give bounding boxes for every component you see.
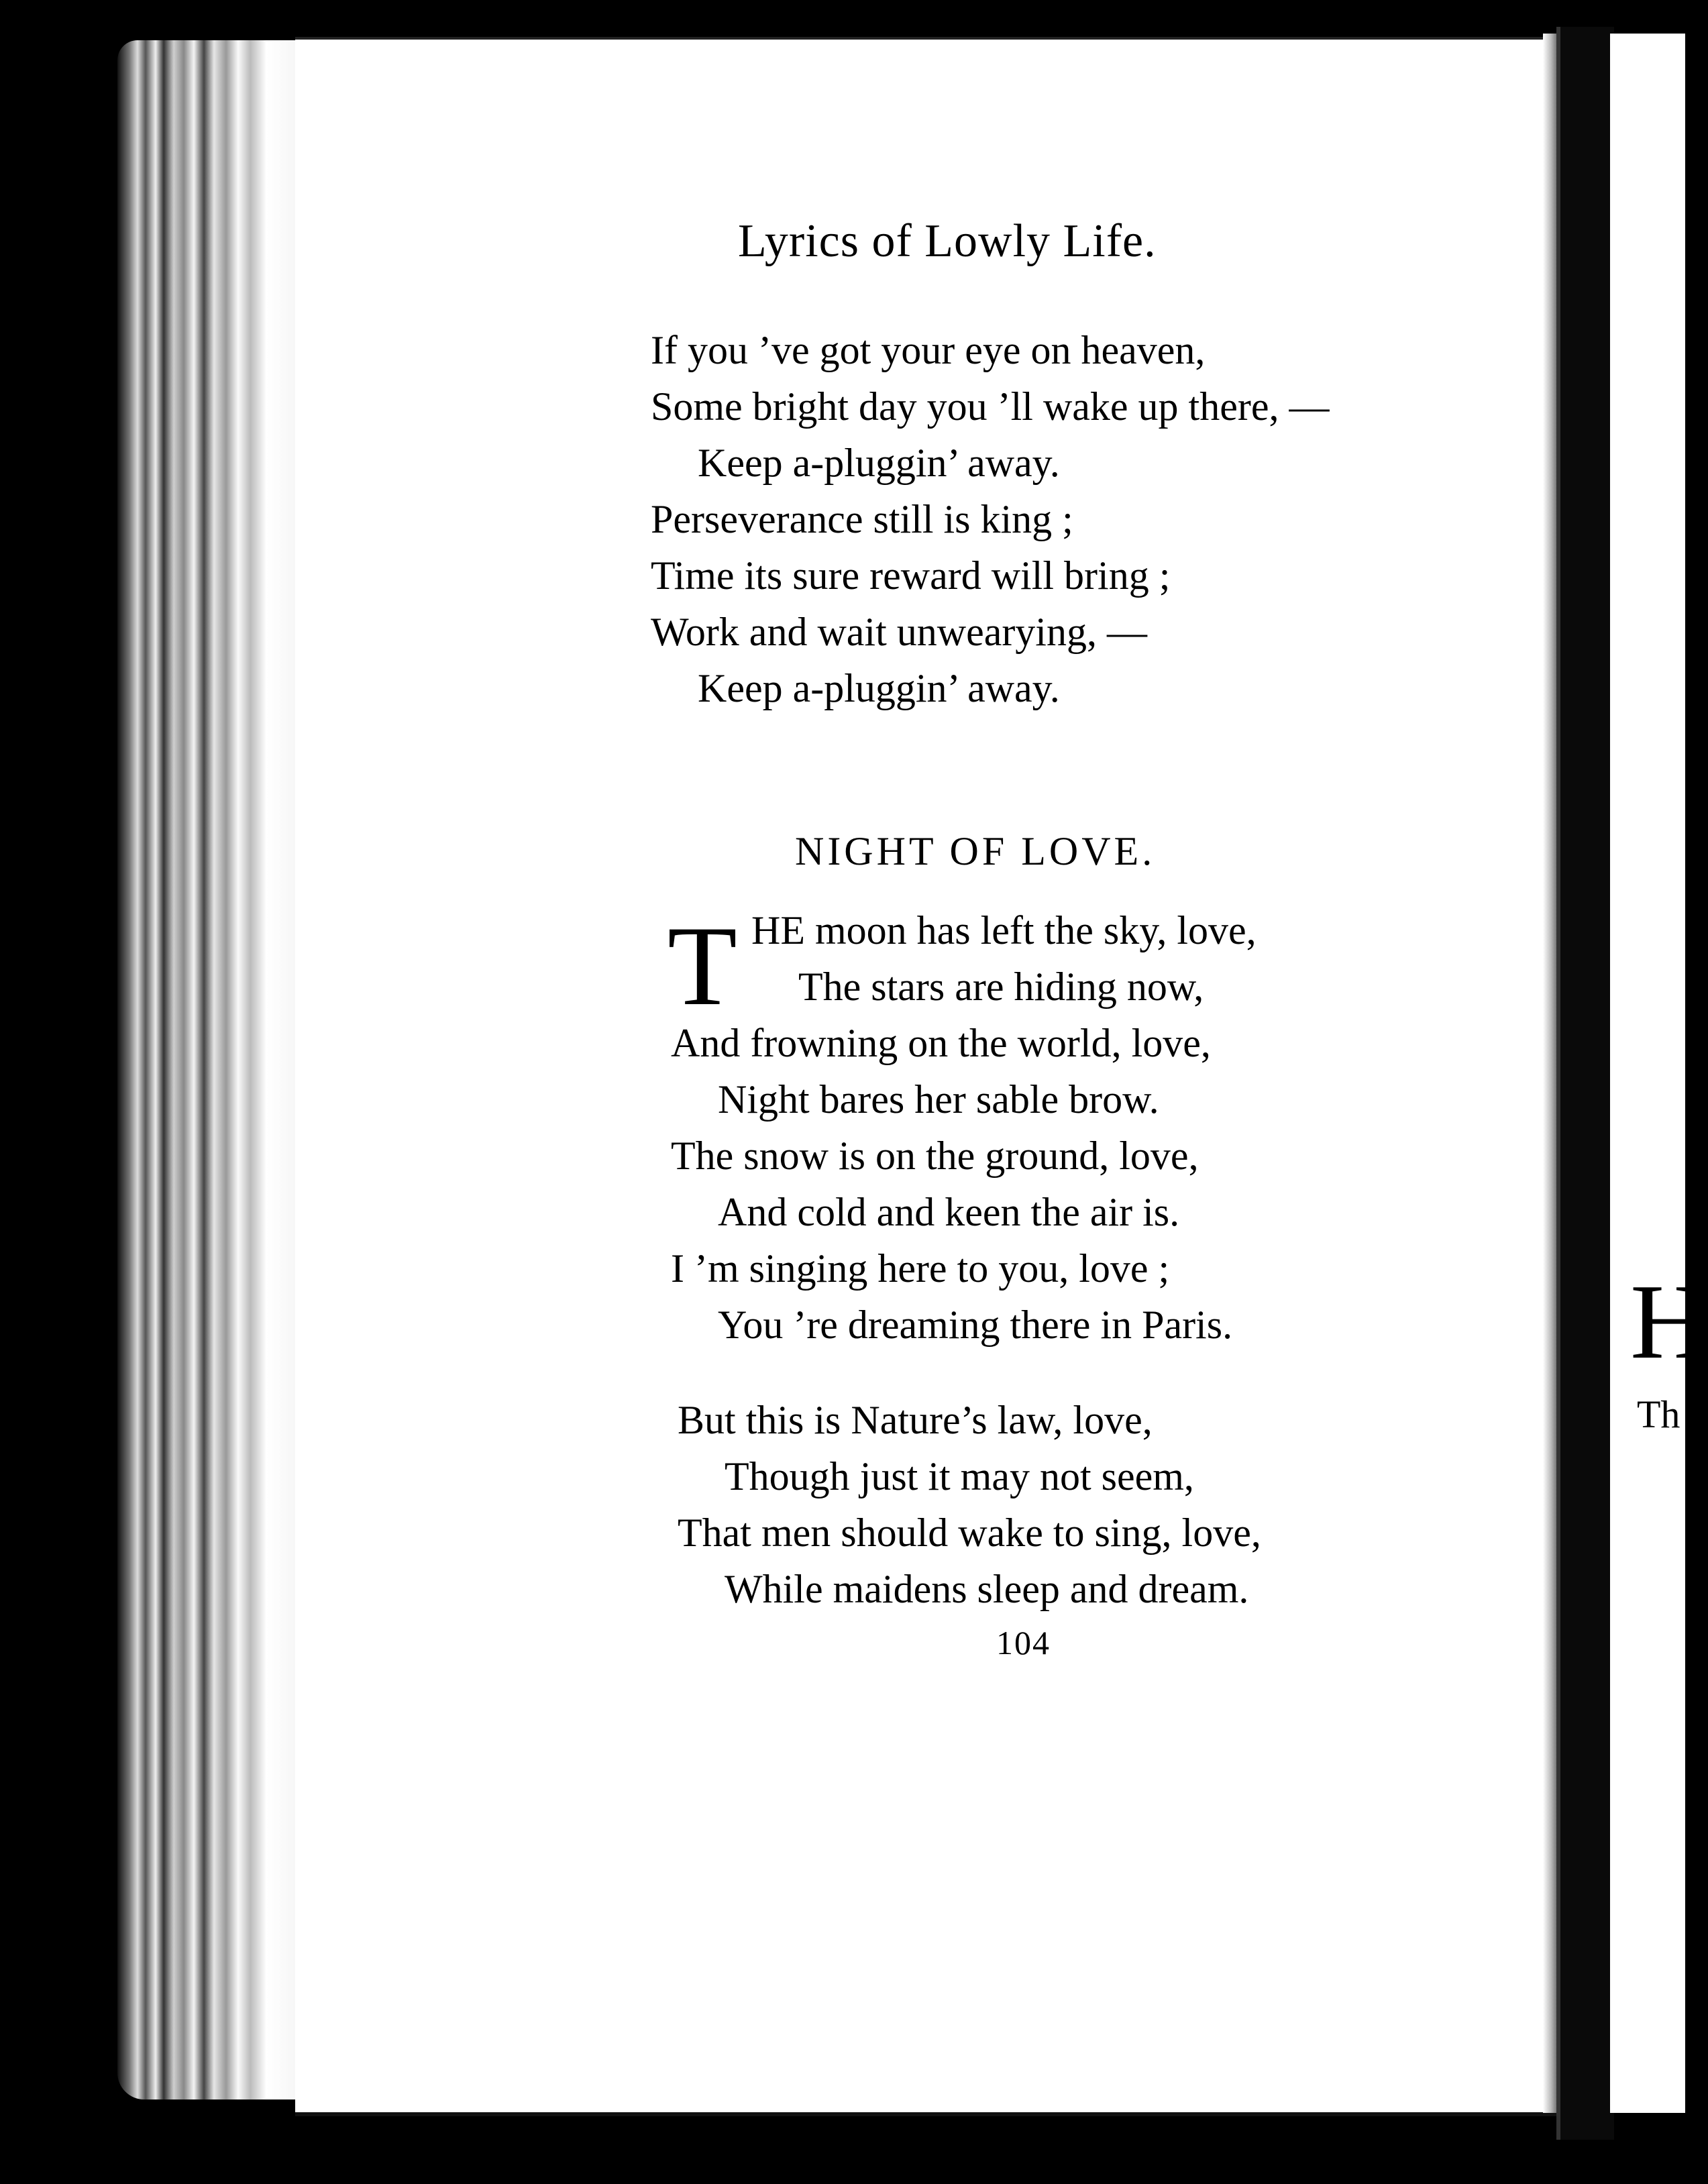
poem-line: I ’m singing here to you, love ;: [671, 1246, 1170, 1291]
poem-line: Time its sure reward will bring ;: [651, 553, 1171, 598]
facing-page: [1610, 34, 1685, 2113]
poem-line: HE moon has left the sky, love,: [751, 908, 1257, 952]
book-binding: [1556, 27, 1614, 2140]
stanza-one: [671, 902, 1257, 1353]
poem-line: And cold and keen the air is.: [718, 1190, 1180, 1234]
stanza-top: [651, 322, 1329, 716]
stanza-two: [678, 1392, 1261, 1617]
poem-line: Keep a-pluggin’ away.: [698, 666, 1060, 710]
poem-line: You ’re dreaming there in Paris.: [718, 1303, 1233, 1347]
poem-line: Night bares her sable brow.: [718, 1077, 1159, 1122]
poem-line: And frowning on the world, love,: [671, 1021, 1211, 1065]
drop-cap: T: [668, 903, 737, 1029]
page-edges: [117, 40, 319, 2099]
poem-line: That men should wake to sing, love,: [678, 1511, 1261, 1555]
poem-title: NIGHT OF LOVE.: [795, 829, 1156, 873]
running-head: Lyrics of Lowly Life.: [738, 215, 1157, 267]
poem-line: The stars are hiding now,: [798, 965, 1204, 1009]
poem-line: The snow is on the ground, love,: [671, 1134, 1199, 1178]
poem-line: If you ’ve got your eye on heaven,: [651, 328, 1206, 372]
facing-page-text: Th: [1637, 1393, 1680, 1436]
poem-line: Though just it may not seem,: [725, 1454, 1194, 1498]
facing-page-glyph: H: [1630, 1262, 1708, 1381]
poem-line: While maidens sleep and dream.: [725, 1567, 1249, 1611]
page-number: 104: [996, 1624, 1051, 1661]
poem-line: Perseverance still is king ;: [651, 497, 1073, 541]
poem-line: Work and wait unwearying, —: [651, 610, 1147, 654]
poem-line: Some bright day you ’ll wake up there, —: [651, 384, 1330, 429]
poem-line: But this is Nature’s law, love,: [678, 1398, 1153, 1442]
poem-line: Keep a-pluggin’ away.: [698, 441, 1060, 485]
